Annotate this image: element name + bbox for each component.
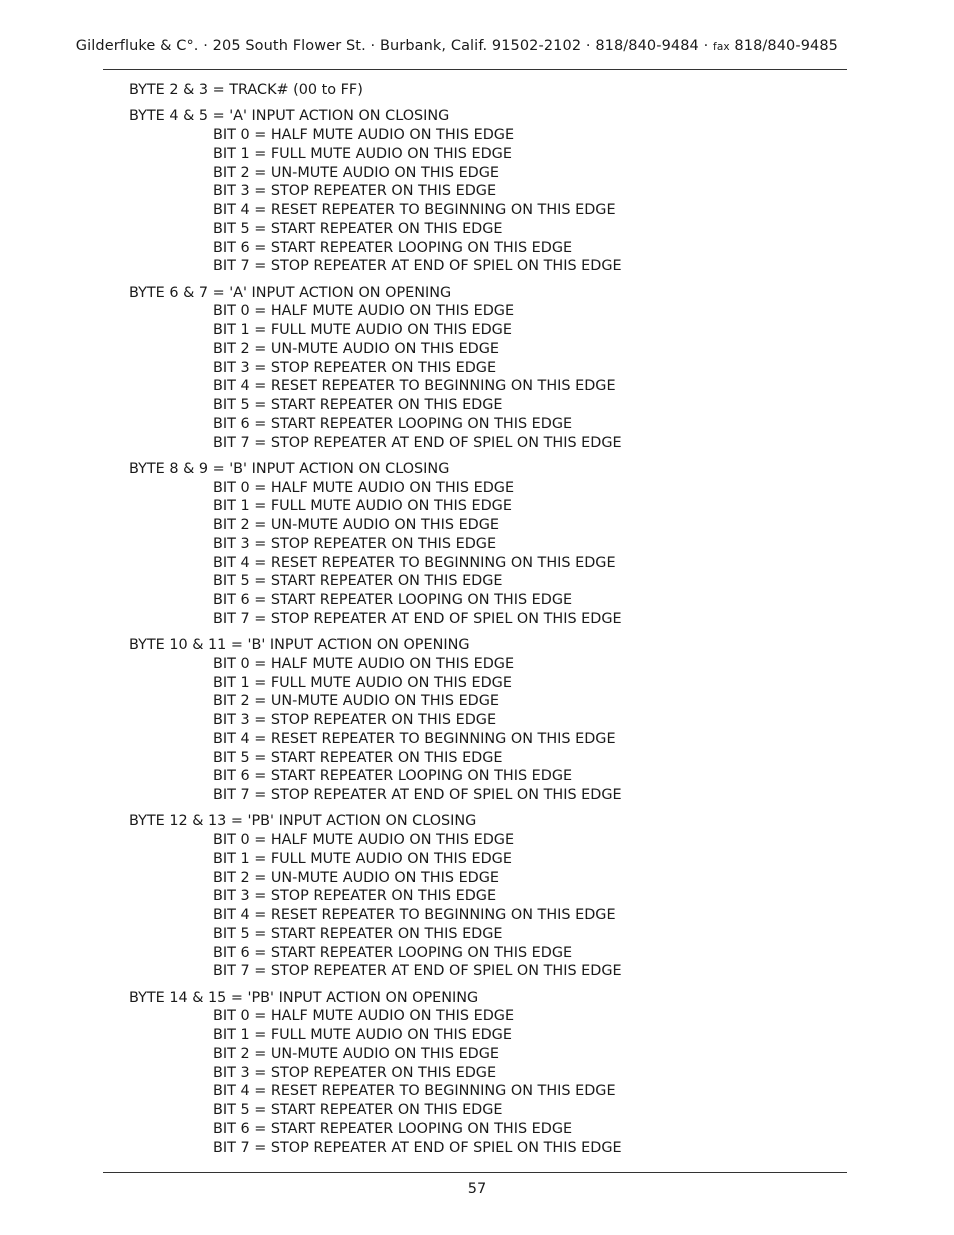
- footer-divider: [103, 1172, 847, 1173]
- bit-line: BIT 4 = RESET REPEATER TO BEGINNING ON THIS EDGE: [213, 730, 616, 747]
- bit-line: BIT 0 = HALF MUTE AUDIO ON THIS EDGE: [213, 479, 515, 496]
- bit-line: BIT 6 = START REPEATER LOOPING ON THIS EDGE: [213, 415, 573, 432]
- bit-line: BIT 1 = FULL MUTE AUDIO ON THIS EDGE: [213, 674, 512, 691]
- bit-line: BIT 0 = HALF MUTE AUDIO ON THIS EDGE: [213, 832, 515, 848]
- byte-title: BYTE 8 & 9 = 'B' INPUT ACTION ON CLOSING: [129, 460, 450, 477]
- bit-line: BIT 5 = START REPEATER ON THIS EDGE: [213, 749, 503, 766]
- bit-line: BIT 0 = HALF MUTE AUDIO ON THIS EDGE: [213, 655, 515, 672]
- header-fax: 818/840-9485: [734, 38, 838, 54]
- bit-line: BIT 0 = HALF MUTE AUDIO ON THIS EDGE: [213, 127, 515, 143]
- bit-line: BIT 5 = START REPEATER ON THIS EDGE: [213, 397, 503, 413]
- bit-line: BIT 1 = FULL MUTE AUDIO ON THIS EDGE: [213, 498, 512, 515]
- bit-line: BIT 6 = START REPEATER LOOPING ON THIS EDGE: [213, 944, 573, 961]
- page-number: 57: [467, 1181, 487, 1197]
- byte-title: BYTE 12 & 13 = 'PB' INPUT ACTION ON CLOSING: [129, 813, 477, 830]
- bit-line: BIT 4 = RESET REPEATER TO BEGINNING ON THIS EDGE: [213, 907, 616, 923]
- bit-line: BIT 6 = START REPEATER LOOPING ON THIS EDGE: [213, 768, 573, 785]
- bit-line: BIT 3 = STOP REPEATER ON THIS EDGE: [213, 183, 497, 200]
- bit-line: BIT 7 = STOP REPEATER AT END OF SPIEL ON THIS EDGE: [213, 610, 622, 627]
- bit-line: BIT 4 = RESET REPEATER TO BEGINNING ON THIS EDGE: [213, 554, 616, 571]
- byte-title: BYTE 6 & 7 = 'A' INPUT ACTION ON OPENING: [129, 284, 452, 301]
- byte-group: [129, 107, 829, 276]
- byte-group: [129, 460, 829, 629]
- header-fax-label: fax: [713, 41, 730, 53]
- bit-line: BIT 0 = HALF MUTE AUDIO ON THIS EDGE: [213, 1008, 515, 1025]
- byte-groups: [129, 107, 829, 1157]
- bit-line: BIT 7 = STOP REPEATER AT END OF SPIEL ON THIS EDGE: [213, 434, 622, 451]
- bit-line: BIT 2 = UN-MUTE AUDIO ON THIS EDGE: [213, 164, 499, 181]
- header-divider: [103, 69, 847, 70]
- bit-line: BIT 5 = START REPEATER ON THIS EDGE: [213, 220, 503, 237]
- header-separator: ·: [370, 38, 376, 54]
- page-header: [0, 38, 838, 54]
- bit-line: BIT 1 = FULL MUTE AUDIO ON THIS EDGE: [213, 850, 512, 867]
- bit-line: BIT 4 = RESET REPEATER TO BEGINNING ON THIS EDGE: [213, 1083, 616, 1100]
- bit-line: BIT 2 = UN-MUTE AUDIO ON THIS EDGE: [213, 1045, 499, 1062]
- byte-group: [129, 989, 829, 1158]
- bit-line: BIT 3 = STOP REPEATER ON THIS EDGE: [213, 1064, 497, 1081]
- header-separator: ·: [585, 38, 591, 54]
- bit-line: BIT 6 = START REPEATER LOOPING ON THIS EDGE: [213, 239, 573, 256]
- bit-line: BIT 7 = STOP REPEATER AT END OF SPIEL ON THIS EDGE: [213, 787, 622, 803]
- bit-line: BIT 2 = UN-MUTE AUDIO ON THIS EDGE: [213, 869, 499, 886]
- byte-group: [129, 812, 829, 981]
- bit-line: BIT 7 = STOP REPEATER AT END OF SPIEL ON THIS EDGE: [213, 258, 622, 275]
- bit-line: BIT 2 = UN-MUTE AUDIO ON THIS EDGE: [213, 693, 499, 710]
- byte-group: [129, 284, 829, 453]
- bit-line: BIT 1 = FULL MUTE AUDIO ON THIS EDGE: [213, 145, 512, 162]
- bit-line: BIT 4 = RESET REPEATER TO BEGINNING ON THIS EDGE: [213, 378, 616, 395]
- bit-line: BIT 2 = UN-MUTE AUDIO ON THIS EDGE: [213, 517, 499, 533]
- header-city: Burbank, Calif. 91502-2102: [379, 38, 582, 54]
- byte-title: BYTE 10 & 11 = 'B' INPUT ACTION ON OPENING: [129, 637, 470, 653]
- bit-line: BIT 1 = FULL MUTE AUDIO ON THIS EDGE: [213, 1027, 512, 1043]
- byte-title: BYTE 4 & 5 = 'A' INPUT ACTION ON CLOSING: [129, 108, 450, 125]
- byte-title: BYTE 14 & 15 = 'PB' INPUT ACTION ON OPENING: [129, 989, 479, 1006]
- bit-line: BIT 3 = STOP REPEATER ON THIS EDGE: [213, 888, 497, 905]
- header-separator: ·: [703, 38, 709, 54]
- bit-line: BIT 3 = STOP REPEATER ON THIS EDGE: [213, 535, 497, 552]
- track-byte-line: BYTE 2 & 3 = TRACK# (00 to FF): [129, 82, 363, 98]
- header-phone: 818/840-9484: [595, 38, 699, 54]
- header-company: Gilderfluke & C°.: [75, 38, 199, 54]
- bit-line: BIT 1 = FULL MUTE AUDIO ON THIS EDGE: [213, 322, 512, 338]
- header-address: 205 South Flower St.: [212, 38, 366, 54]
- bit-line: BIT 7 = STOP REPEATER AT END OF SPIEL ON THIS EDGE: [213, 1139, 622, 1156]
- bit-line: BIT 4 = RESET REPEATER TO BEGINNING ON THIS EDGE: [213, 202, 616, 218]
- bit-line: BIT 0 = HALF MUTE AUDIO ON THIS EDGE: [213, 303, 515, 320]
- header-separator: ·: [203, 38, 208, 54]
- bit-line: BIT 5 = START REPEATER ON THIS EDGE: [213, 1102, 503, 1118]
- byte-group: [129, 636, 829, 805]
- bit-line: BIT 7 = STOP REPEATER AT END OF SPIEL ON THIS EDGE: [213, 963, 622, 980]
- bit-line: BIT 2 = UN-MUTE AUDIO ON THIS EDGE: [213, 340, 499, 357]
- bit-line: BIT 5 = START REPEATER ON THIS EDGE: [213, 573, 503, 590]
- byte-spec-list: [129, 81, 829, 1165]
- bit-line: BIT 3 = STOP REPEATER ON THIS EDGE: [213, 359, 497, 376]
- bit-line: BIT 6 = START REPEATER LOOPING ON THIS EDGE: [213, 1120, 573, 1137]
- bit-line: BIT 3 = STOP REPEATER ON THIS EDGE: [213, 712, 497, 728]
- bit-line: BIT 5 = START REPEATER ON THIS EDGE: [213, 925, 503, 942]
- bit-line: BIT 6 = START REPEATER LOOPING ON THIS EDGE: [213, 592, 573, 608]
